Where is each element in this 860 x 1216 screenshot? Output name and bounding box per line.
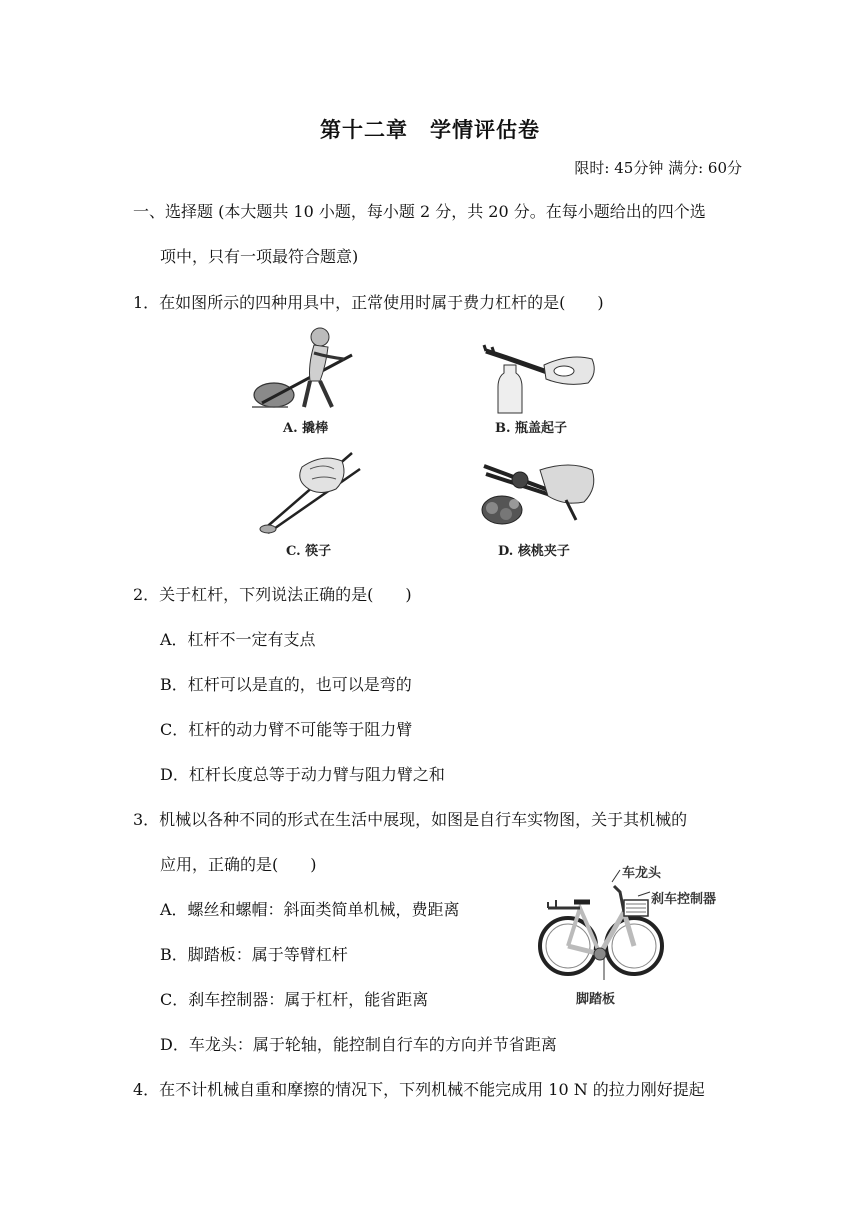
callout-pedal: 脚踏板 (576, 992, 616, 1007)
q2-option-b: B．杠杆可以是直的，也可以是弯的 (160, 675, 412, 694)
bicycle-icon (534, 868, 666, 980)
q2-option-a: A．杠杆不一定有支点 (160, 630, 316, 649)
figure-label-c: C. 筷子 (286, 544, 332, 559)
q3-option-c: C．刹车控制器：属于杠杆，能省距离 (160, 990, 429, 1009)
callout-brake-controller: 刹车控制器 (651, 892, 717, 907)
q3-stem: 3．机械以各种不同的形式在生活中展现，如图是自行车实物图，关于其机械的 (133, 810, 688, 829)
callout-handlebar: 车龙头 (622, 866, 662, 881)
page-title: 第十二章 学情评估卷 (320, 117, 540, 142)
q3-option-d: D．车龙头：属于轮轴，能控制自行车的方向并节省距离 (160, 1035, 557, 1054)
q3-stem-cont: 应用，正确的是( ) (160, 855, 317, 874)
q1-stem: 1．在如图所示的四种用具中，正常使用时属于费力杠杆的是( ) (133, 293, 604, 312)
figure-label-a: A. 撬棒 (283, 421, 329, 436)
q3-option-b: B．脚踏板：属于等臂杠杆 (160, 945, 348, 964)
time-score-info: 限时: 45分钟 满分: 60分 (574, 159, 742, 177)
chopsticks-icon (252, 447, 364, 537)
figure-label-d: D. 核桃夹子 (498, 544, 570, 559)
section-heading-cont: 项中，只有一项最符合题意) (160, 247, 359, 266)
bottle-opener-icon (480, 343, 600, 413)
nutcracker-icon (480, 452, 600, 532)
q2-option-d: D．杠杆长度总等于动力臂与阻力臂之和 (160, 765, 445, 784)
section-heading: 一、选择题 (本大题共 10 小题，每小题 2 分，共 20 分。在每小题给出的四个选 (133, 202, 706, 221)
crowbar-icon (248, 325, 368, 413)
q3-option-a: A．螺丝和螺帽：斜面类简单机械，费距离 (160, 900, 460, 919)
figure-label-b: B. 瓶盖起子 (495, 421, 568, 436)
q2-option-c: C．杠杆的动力臂不可能等于阻力臂 (160, 720, 413, 739)
q4-stem: 4．在不计机械自重和摩擦的情况下，下列机械不能完成用 10 N 的拉力刚好提起 (133, 1080, 705, 1099)
q2-stem: 2．关于杠杆，下列说法正确的是( ) (133, 585, 412, 604)
